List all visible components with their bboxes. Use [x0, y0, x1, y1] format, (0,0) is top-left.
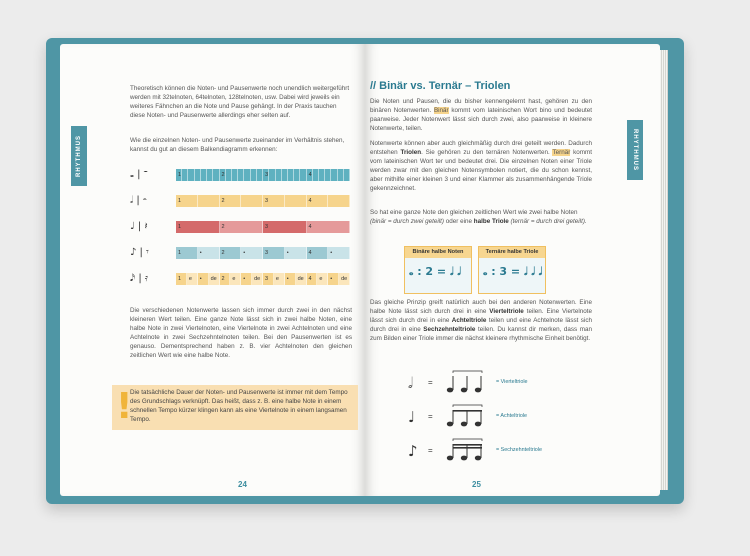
- note-symbol: 𝅗𝅥: [408, 374, 413, 392]
- lead-paragraph: Wie die einzelnen Noten- und Pausenwerte zueinander im Verhältnis stehen, kannst du gut an diesem Balkendiagramm erkennen:: [130, 137, 345, 153]
- triplet-notation: [438, 370, 498, 396]
- triplet-label: = Sechzehnteltriole: [496, 447, 542, 453]
- bar-segment: 3: [263, 169, 269, 181]
- binary-paragraph: Die Noten und Pausen, die du bisher kennengelernt hast, gehören zu den binären Notenwerten. Binär kommt vom lateinischen Wort bino und bedeutet paarweise. Jeder Notenwert lässt sich durch zwei, also paarweise in kleinere Notenwerte, teilen.: [370, 98, 592, 132]
- bar-segment: •: [328, 273, 339, 285]
- equals-sign: =: [428, 446, 433, 455]
- ternary-box: [478, 246, 546, 294]
- comparison-paragraph: So hat eine ganze Note den gleichen zeitlichen Wert wie zwei halbe Noten (binär = durch zwei geteilt) oder eine halbe Triole (ternär = durch drei geteilt).: [370, 209, 587, 225]
- triplet-notation: [438, 438, 498, 464]
- bar-segment: de: [296, 273, 307, 285]
- bar-segment: •: [241, 247, 263, 259]
- bar-segment: 3: [263, 221, 307, 233]
- triplet-example-row: [408, 438, 588, 464]
- triplet-label: = Vierteltriole: [496, 379, 528, 385]
- bar-segment: 4: [307, 221, 351, 233]
- section-heading: // Binär vs. Ternär – Triolen: [370, 80, 511, 92]
- bar-segment: 1: [176, 195, 198, 207]
- note-symbol: ♪: [408, 442, 418, 460]
- bar-segment: 2: [220, 273, 231, 285]
- bar-segment: 1: [176, 273, 187, 285]
- division-paragraph: Die verschiedenen Notenwerte lassen sich immer durch zwei in den nächst kleineren Wert teilen. Eine ganze Note lässt sich in zwei halbe Noten, eine halbe Note in zwei Viertelnoten, eine Viertelnote in zwei Achtelnoten und eine Achtelnote in zwei Sechzehntelnoten teilen. Bei den Pausenwerten ist es genauso. Dementsprechend haben z. B. vier Achtelnoten den gleichen zeitlichen Wert wie eine halbe Note.: [130, 307, 352, 359]
- bar-segment: de: [252, 273, 263, 285]
- bar-segment: e: [274, 273, 285, 285]
- bar-segment: 2: [220, 195, 242, 207]
- bar-segment: [241, 195, 263, 207]
- chapter-tab-right: RHYTHMUS: [627, 120, 643, 180]
- bar-segment: 3: [263, 273, 274, 285]
- bar-segment: •: [241, 273, 252, 285]
- intro-paragraph: Theoretisch können die Noten- und Pausenwerte noch unendlich weitergeführt werden mit 32telnoten, 64telnoten, 128telnoten, usw. Dabei wird jeweils ein weiteres Fähnchen an die Note und Pause gehängt. In der Praxis tauchen diese Noten- und Pausenwerte allerdings eher selten auf.: [130, 85, 350, 119]
- ternary-formula: 𝅝 : 3 = 𝅗𝅥 𝅗𝅥 𝅗𝅥: [483, 265, 543, 278]
- note-symbol: ♩: [408, 408, 416, 426]
- bar-segment: •: [198, 273, 209, 285]
- ternary-box-title: Ternäre halbe Triole: [479, 247, 545, 258]
- page-number-left: 24: [238, 480, 247, 489]
- bar-segment: •: [328, 247, 350, 259]
- bar-segment: 4: [307, 195, 329, 207]
- page-edges: [660, 50, 668, 490]
- bar-segment: 4: [307, 273, 318, 285]
- value-bar: [176, 169, 350, 181]
- bar-segment: 1: [176, 221, 220, 233]
- triplet-notation: [438, 404, 498, 430]
- bar-segment: e: [317, 273, 328, 285]
- bar-segment: [328, 195, 350, 207]
- bar-row: [130, 272, 350, 286]
- bar-segment: [285, 195, 307, 207]
- binary-box: [404, 246, 472, 294]
- equals-sign: =: [428, 378, 433, 387]
- principle-paragraph: Das gleiche Prinzip greift natürlich auch bei den anderen Notenwerten. Eine halbe Note lässt sich durch drei in eine Vierteltriole teilen. Eine Viertelnote lässt sich durch drei in eine Achteltriole teilen und eine Achtelnote lässt sich durch drei in eine Sechzehnteltriole teilen. Du kannst dir merken, dass man zum Bilden einer Triole immer die nächst kleinere rhythmische Einheit benötigt.: [370, 299, 592, 342]
- bar-segment: [344, 169, 350, 181]
- binary-formula: 𝅝 : 2 = 𝅗𝅥 𝅗𝅥: [409, 265, 461, 278]
- bar-segment: 2: [220, 247, 242, 259]
- bar-segment: 3: [263, 195, 285, 207]
- bar-segment: e: [230, 273, 241, 285]
- bar-segment: e: [187, 273, 198, 285]
- bar-segment: 4: [307, 247, 329, 259]
- bar-segment: •: [285, 247, 307, 259]
- bar-segment: 4: [307, 169, 313, 181]
- chapter-tab-left: RHYTHMUS: [71, 126, 87, 186]
- note-rest-symbols: ♩ | 𝄽: [130, 221, 148, 232]
- triplet-paragraph: Notenwerte können aber auch gleichmäßig durch drei geteilt werden. Dadurch entstehen Triolen. Sie gehören zu den ternären Notenwerten. Ternär kommt vom lateinischen Wort ter und bedeutet drei. Die einzelnen Noten einer Triole werden zwar mit den gleichen Notensymbolen notiert, die du schon kennst, aber mithilfe einer kleinen 3 und einer Klammer als zusammenhängende Triole gekennzeichnet.: [370, 140, 593, 192]
- bar-row: [130, 194, 350, 208]
- value-bar: [176, 247, 350, 259]
- triplet-label: = Achteltriole: [496, 413, 528, 419]
- bar-segment: •: [285, 273, 296, 285]
- bar-segment: 1: [176, 247, 198, 259]
- note-rest-symbols: 𝅝 | 𝄻: [130, 169, 148, 180]
- value-bar: [176, 221, 350, 233]
- bar-segment: de: [209, 273, 220, 285]
- equals-sign: =: [428, 412, 433, 421]
- bar-segment: de: [339, 273, 350, 285]
- bar-row: [130, 246, 350, 260]
- note-rest-symbols: 𝅗𝅥 | 𝄼: [130, 195, 147, 206]
- note-rest-symbols: 𝅘𝅥𝅯 | 𝄿: [130, 273, 148, 284]
- bar-segment: 2: [220, 221, 264, 233]
- bar-row: [130, 168, 350, 182]
- bar-segment: 3: [263, 247, 285, 259]
- bar-segment: •: [198, 247, 220, 259]
- value-bar: [176, 195, 350, 207]
- bar-row: [130, 220, 350, 234]
- value-bar: [176, 273, 350, 285]
- bar-segment: [198, 195, 220, 207]
- triplet-example-row: [408, 404, 588, 430]
- bar-segment: 1: [176, 169, 182, 181]
- note-text: Die tatsächliche Dauer der Noten- und Pausenwerte ist immer mit dem Tempo des Grundschlags verknüpft. Das heißt, dass z. B. eine halbe Note in einem schnellen Tempo kürzer klingen kann als eine Viertelnote in einem langsamen Tempo.: [130, 389, 348, 423]
- bar-segment: 2: [220, 169, 226, 181]
- note-rest-symbols: ♪ | 𝄾: [130, 247, 149, 258]
- exclamation-icon: !: [116, 386, 133, 427]
- binary-box-title: Binäre halbe Noten: [405, 247, 471, 258]
- triplet-example-row: [408, 370, 588, 396]
- page-number-right: 25: [472, 480, 481, 489]
